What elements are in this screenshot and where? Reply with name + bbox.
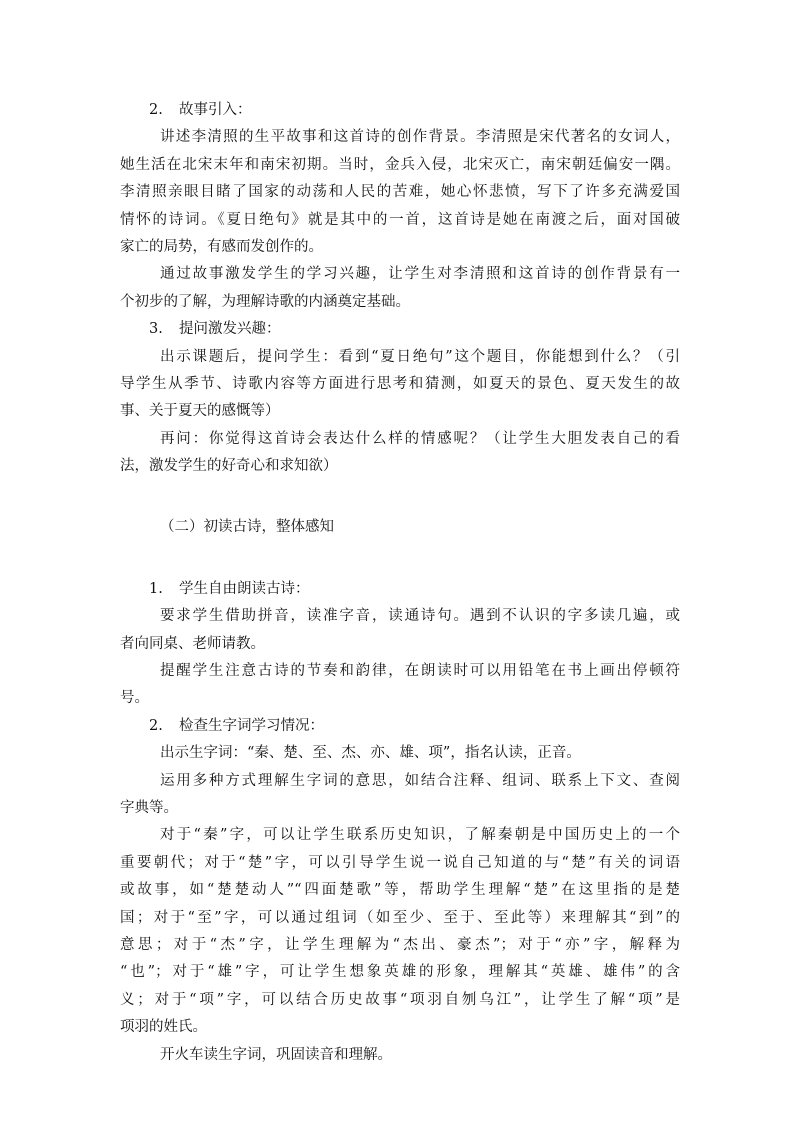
paragraph-line: 要求学生借助拼音，读准字音，读通诗句。遇到不认识的字多读几遍，或	[160, 608, 680, 625]
heading-text: 故事引入：	[179, 102, 252, 118]
section-heading	[120, 713, 680, 740]
paragraph-line: 她生活在北宋末年和南宋初期。当时，金兵入侵，北宋灭亡，南宋朝廷偏安一隅。	[120, 156, 680, 173]
paragraph-line: 重要朝代；对于“楚”字，可以引导学生说一说自己知道的与“楚”有关的词语	[120, 854, 680, 871]
paragraph-line: 法，激发学生的好奇心和求知欲）	[120, 458, 338, 475]
heading-text: 提问激发兴趣：	[179, 321, 281, 338]
paragraph-line: 项羽的姓氏。	[120, 1019, 207, 1036]
paragraph-line: 事、关于夏天的感慨等）	[120, 403, 280, 420]
paragraph-line: 李清照亲眼目睹了国家的动荡和人民的苦难，她心怀悲愤，写下了许多充满爱国	[120, 184, 680, 201]
paragraph-line: 运用多种方式理解生字词的意思，如结合注释、组词、联系上下文、查阅	[160, 772, 680, 789]
heading-number: 2.	[149, 102, 163, 118]
paragraph-line: 号。	[120, 690, 149, 707]
part-title: （二）初读古诗，整体感知	[160, 519, 334, 536]
section-heading	[120, 316, 680, 343]
paragraph-line: 通过故事激发学生的学习兴趣，让学生对李清照和这首诗的创作背景有一	[160, 266, 680, 283]
paragraph-line: “也”；对于“雄”字，可让学生想象英雄的形象，理解其“英雄、雄伟”的含	[120, 964, 680, 981]
paragraph-line: 讲述李清照的生平故事和这首诗的创作背景。李清照是宋代著名的女词人，	[160, 129, 680, 146]
paragraph-line: 个初步的了解，为理解诗歌的内涵奠定基础。	[120, 293, 410, 310]
paragraph-line: 出示生字词：“秦、楚、至、杰、亦、雄、项”，指名认读，正音。	[160, 745, 581, 762]
heading-number: 3.	[149, 321, 163, 338]
paragraph-line: 出示课题后，提问学生：看到“夏日绝句”这个题目，你能想到什么？（引	[160, 348, 680, 365]
paragraph-line: 对于“秦”字，可以让学生联系历史知识，了解秦朝是中国历史上的一个	[160, 827, 680, 844]
section-heading	[120, 576, 680, 603]
paragraph-line: 国；对于“至”字，可以通过组词（如至少、至于、至此等）来理解其“到”的	[120, 909, 680, 926]
heading-number: 2.	[149, 717, 163, 734]
heading-text: 检查生字词学习情况：	[179, 717, 324, 734]
paragraph-line: 导学生从季节、诗歌内容等方面进行思考和猜测，如夏天的景色、夏天发生的故	[120, 375, 680, 392]
document-page	[120, 97, 680, 1069]
heading-number: 1.	[149, 580, 163, 597]
paragraph-line: 意思；对于“杰”字，让学生理解为“杰出、豪杰”；对于“亦”字，解释为	[120, 936, 680, 953]
paragraph-line: 再问：你觉得这首诗会表达什么样的情感呢？（让学生大胆发表自己的看	[160, 430, 680, 447]
paragraph-line: 开火车读生字词，巩固读音和理解。	[160, 1046, 392, 1063]
section-heading	[120, 97, 680, 124]
paragraph-line: 或故事，如“楚楚动人”“四面楚歌”等，帮助学生理解“楚”在这里指的是楚	[120, 882, 680, 899]
paragraph-line: 者向同桌、老师请教。	[120, 635, 265, 652]
paragraph-line: 家亡的局势，有感而发创作的。	[120, 238, 323, 255]
paragraph-line: 字典等。	[120, 799, 178, 816]
heading-text: 学生自由朗读古诗：	[179, 580, 310, 597]
paragraph-line: 情怀的诗词。《夏日绝句》就是其中的一首，这首诗是她在南渡之后，面对国破	[120, 211, 680, 228]
paragraph-line: 提醒学生注意古诗的节奏和韵律，在朗读时可以用铅笔在书上画出停顿符	[160, 663, 680, 680]
paragraph-line: 义；对于“项”字，可以结合历史故事“项羽自刎乌江”，让学生了解“项”是	[120, 991, 680, 1008]
